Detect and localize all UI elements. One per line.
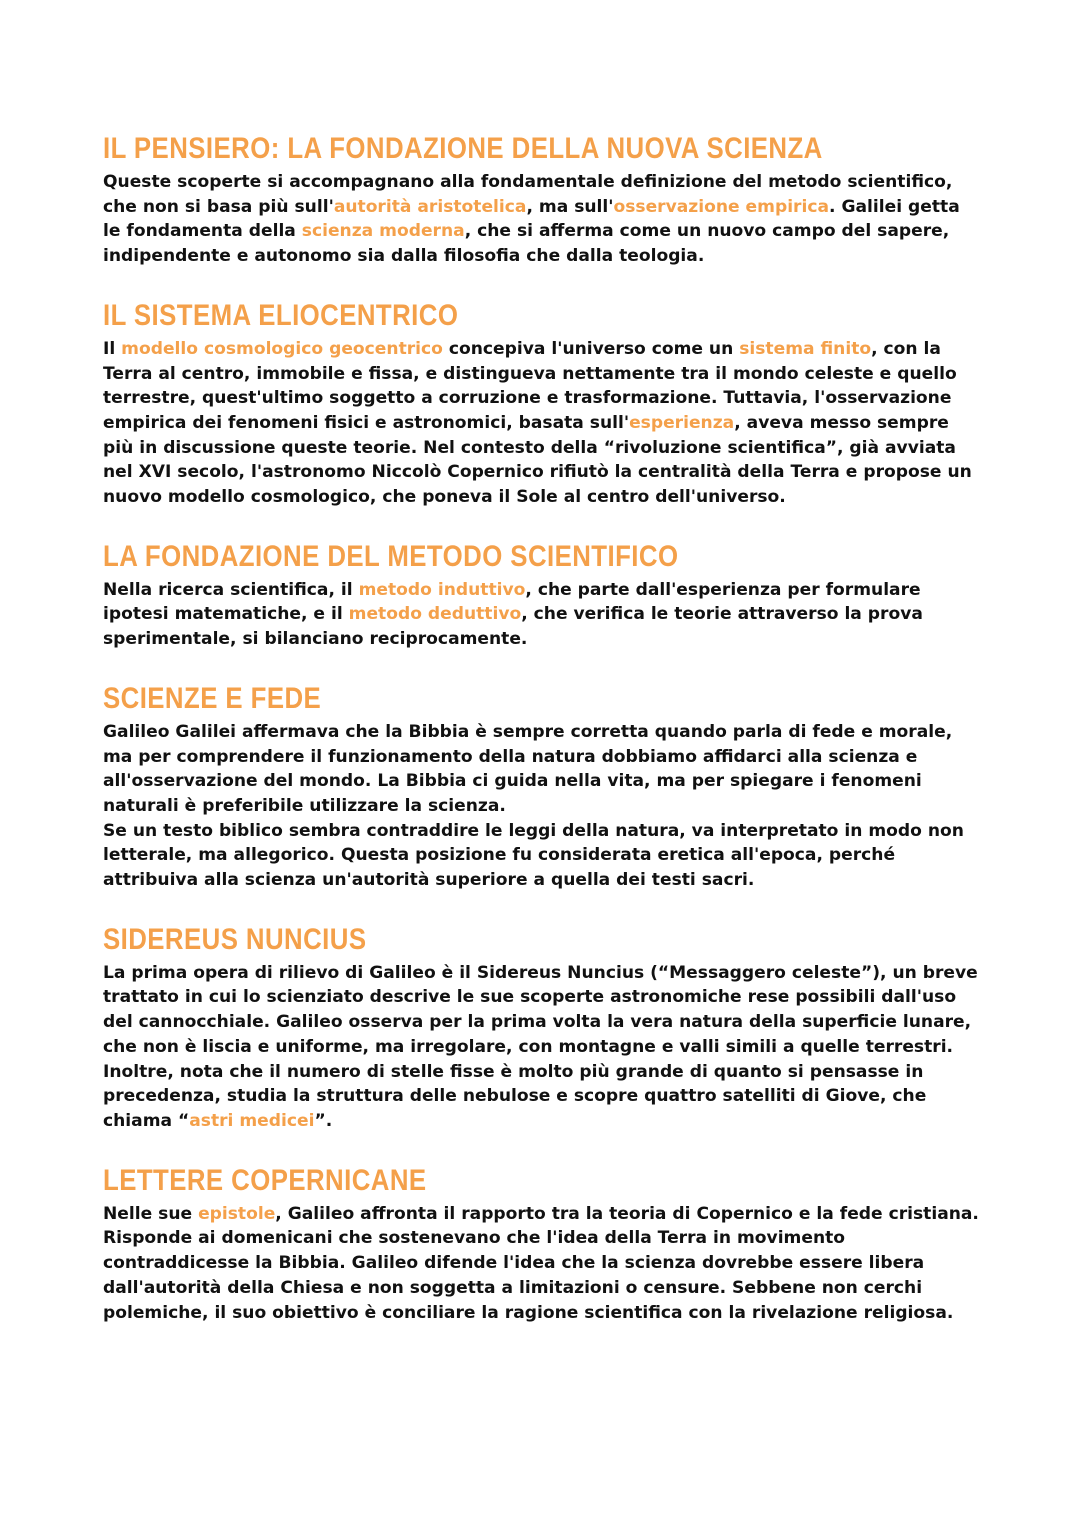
section-paragraph — [103, 1202, 983, 1326]
section-paragraph — [103, 170, 983, 269]
text-run: , Galileo affronta il rapporto tra la teoria di Copernico e la fede cristiana. Risponde ai domenicani che sostenevano che l'idea della Terra in movimento contraddicesse la Bibbia. Galileo difende l'idea che la scienza dovrebbe essere libera dall'autorità della Chiesa e non soggetta a limitazioni o censure. Sebbene non cerchi polemiche, il suo obiettivo è conciliare la ragione scientifica con la rivelazione religiosa. — [103, 1203, 979, 1323]
text-run: , che verifica le teorie attraverso la prova sperimentale, si bilanciano reciprocamente. — [103, 604, 923, 650]
highlighted-term: astri medicei — [189, 1110, 315, 1131]
section-spacer — [103, 510, 983, 540]
section-paragraph — [103, 961, 983, 1134]
highlighted-term: osservazione empirica — [613, 196, 830, 217]
highlighted-term: esperienza — [629, 412, 735, 433]
section-heading: SIDEREUS NUNCIUS — [103, 922, 367, 956]
section-scienze-e-fede — [103, 682, 983, 923]
text-run: concepiva l'universo come un — [442, 338, 740, 359]
section-spacer — [103, 1134, 983, 1164]
section-heading: SCIENZE E FEDE — [103, 681, 322, 715]
highlighted-term: autorità aristotelica — [333, 196, 527, 217]
text-run: , che parte dall'esperienza per formulare ipotesi matematiche, e il — [103, 579, 921, 625]
text-run: Galileo Galilei affermava che la Bibbia è sempre corretta quando parla di fede e morale, ma per comprendere il funzionamento della natura dobbiamo affidarci alla scienza e all'osservazione del mondo. La Bibbia ci guida nella vita, ma per spiegare i fenomeni naturali è preferibile utilizzare la scienza. — [103, 721, 953, 816]
highlighted-term: epistole — [198, 1203, 276, 1224]
text-run: Il — [103, 338, 122, 359]
highlighted-term: sistema finito — [739, 338, 872, 359]
text-run: La prima opera di rilievo di Galileo è il Sidereus Nuncius (“Messaggero celeste”), un breve trattato in cui lo scienziato descrive le sue scoperte astronomiche rese possibili dall'uso del cannocchiale. Galileo osserva per la prima volta la vera natura della superficie lunare, che non è liscia e uniforme, ma irregolare, con montagne e valli simili a quelle terrestri. Inoltre, nota che il numero di stelle fisse è molto più grande di quanto si pensasse in precedenza, studia la struttura delle nebulose e scopre quattro satelliti di Giove, che chiama “ — [103, 962, 978, 1131]
section-heading: LETTERE COPERNICANE — [103, 1163, 427, 1197]
text-run: Nella ricerca scientifica, il — [103, 579, 359, 600]
highlighted-term: scienza moderna — [301, 221, 465, 242]
text-run: ”. — [314, 1110, 333, 1131]
section-la-fondazione-del-metodo-scientifico — [103, 540, 983, 682]
section-paragraph — [103, 720, 983, 893]
section-heading: IL SISTEMA ELIOCENTRICO — [103, 298, 459, 332]
section-il-pensiero-la-fondazione-della-nuova-scienza — [103, 132, 983, 299]
highlighted-term: metodo induttivo — [358, 579, 526, 600]
text-run: . Galilei getta le fondamenta della — [103, 196, 960, 242]
highlighted-term: metodo deduttivo — [348, 604, 522, 625]
section-spacer — [103, 893, 983, 923]
section-spacer — [103, 269, 983, 299]
section-lettere-copernicane — [103, 1164, 983, 1326]
text-run: , con la Terra al centro, immobile e fissa, e distingueva nettamente tra il mondo celeste e quello terrestre, quest'ultimo soggetto a corruzione e trasformazione. Tuttavia, l'osservazione empirica dei fenomeni fisici e astronomici, basata sull' — [103, 338, 957, 433]
section-heading: LA FONDAZIONE DEL METODO SCIENTIFICO — [103, 539, 679, 573]
highlighted-term: modello cosmologico geocentrico — [121, 338, 443, 359]
section-paragraph — [103, 578, 983, 652]
notes-page — [103, 132, 983, 1325]
section-heading: IL PENSIERO: LA FONDAZIONE DELLA NUOVA SCIENZA — [103, 132, 823, 165]
section-sidereus-nuncius — [103, 923, 983, 1164]
section-paragraph — [103, 337, 983, 510]
text-run: , ma sull' — [526, 196, 614, 217]
text-run: Queste scoperte si accompagnano alla fondamentale definizione del metodo scientifico, che non si basa più sull' — [103, 172, 953, 217]
section-spacer — [103, 652, 983, 682]
text-run: , aveva messo sempre più in discussione queste teorie. Nel contesto della “rivoluzione scientifica”, già avviata nel XVI secolo, l'astronomo Niccolò Copernico rifiutò la centralità della Terra e propose un nuovo modello cosmologico, che poneva il Sole al centro dell'universo. — [103, 412, 972, 508]
text-run: Nelle sue — [103, 1203, 199, 1224]
text-run: Se un testo biblico sembra contraddire le leggi della natura, va interpretato in modo non letterale, ma allegorico. Questa posizione fu considerata eretica all'epoca, perché attribuiva alla scienza un'autorità superiore a quella dei testi sacri. — [103, 820, 964, 891]
text-run: , che si afferma come un nuovo campo del sapere, indipendente e autonomo sia dalla filosofia che dalla teologia. — [103, 221, 950, 267]
section-il-sistema-eliocentrico — [103, 299, 983, 540]
